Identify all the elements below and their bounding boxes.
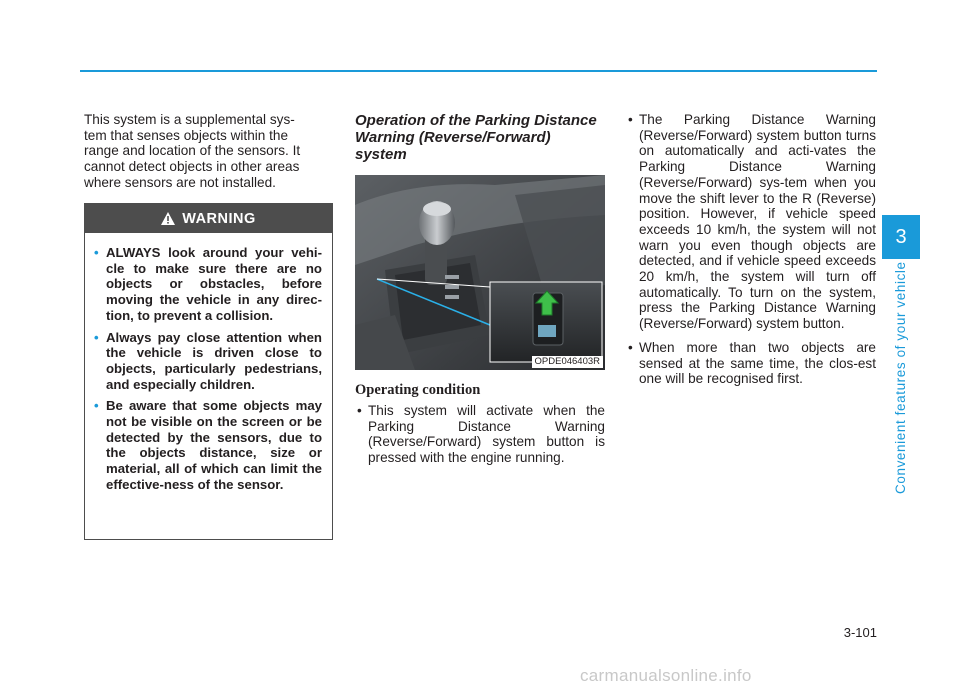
section-heading: Operation of the Parking Distance Warning (Reverse/Forward) system	[355, 112, 597, 163]
warning-header	[85, 204, 332, 233]
bullet-dot: •	[628, 112, 633, 127]
bullet-dot: •	[94, 329, 99, 345]
details-column	[626, 112, 876, 395]
intro-line: This system is a supplemental sys-	[84, 112, 295, 127]
list-item-text: This system will activate when the Parking Distance Warning (Reverse/Forward) system button is pressed with the engine running.	[368, 403, 605, 466]
intro-line: range and location of the sensors. It	[84, 143, 301, 159]
intro-column	[84, 112, 334, 191]
list-item	[626, 112, 876, 332]
intro-line: cannot detect objects in other areas	[84, 159, 300, 175]
warning-list	[85, 233, 332, 493]
warning-title: WARNING	[182, 210, 256, 227]
operating-condition-heading: Operating condition	[355, 382, 481, 398]
shift-lever-photo	[355, 175, 605, 370]
warning-item	[94, 398, 322, 492]
bullet-dot: •	[94, 245, 99, 260]
bullet-list	[355, 403, 605, 466]
warning-item	[94, 245, 322, 324]
watermark: carmanualsonline.info	[580, 666, 752, 685]
warning-box	[84, 203, 333, 540]
chapter-title: Convenient features of your vehicle	[893, 261, 908, 494]
warning-item-text: ALWAYS look around your vehi-cle to make sure there are no objects or obstacles, before moving the vehicle in any direc-tion, to prevent a collision.	[106, 245, 322, 323]
top-rule	[80, 70, 877, 72]
warning-item-text: Always pay close attention when the vehicle is driven close to objects, particularly pedestrians, and especially children.	[106, 329, 322, 392]
list-item-text: The Parking Distance Warning (Reverse/Forward) system button turns on automatically and acti-vates the Parking Distance Warning (Reverse/Forward) sys-tem when you move the shift lever to the R (Reverse) position. However, if vehicle speed exceeds 10 km/h, the system will not warn you even though objects are detected, and if vehicle speed exceeds 20 km/h, the system will turn off automatically. To turn on the system, press the Parking Distance Warning (Reverse/Forward) system button.	[639, 112, 876, 332]
intro-line: where sensors are not installed.	[84, 174, 276, 190]
bullet-dot: •	[94, 398, 99, 414]
page-number: 3-101	[843, 625, 877, 640]
bullet-dot: •	[357, 403, 362, 418]
list-item-text: When more than two objects are sensed at the same time, the clos-est one will be recognised first.	[639, 339, 876, 387]
intro-line: tem that senses objects within the	[84, 127, 289, 143]
section-column	[355, 112, 605, 181]
intro-paragraph	[84, 112, 334, 191]
bullet-dot: •	[628, 339, 633, 355]
console-illustration	[355, 175, 605, 370]
warning-item	[94, 329, 322, 393]
chapter-tab: 3	[882, 215, 920, 259]
bullet-list	[626, 112, 876, 387]
list-item	[355, 403, 605, 466]
image-caption: OPDE046403R	[532, 356, 603, 368]
warning-item-text: Be aware that some objects may not be visible on the screen or be detected by the sensors, due to the objects distance, size or material, all of which can limit the effective-ness of the sensor.	[106, 398, 322, 492]
list-item	[626, 340, 876, 387]
warning-triangle-icon	[161, 212, 175, 225]
operating-condition-list	[355, 403, 605, 474]
